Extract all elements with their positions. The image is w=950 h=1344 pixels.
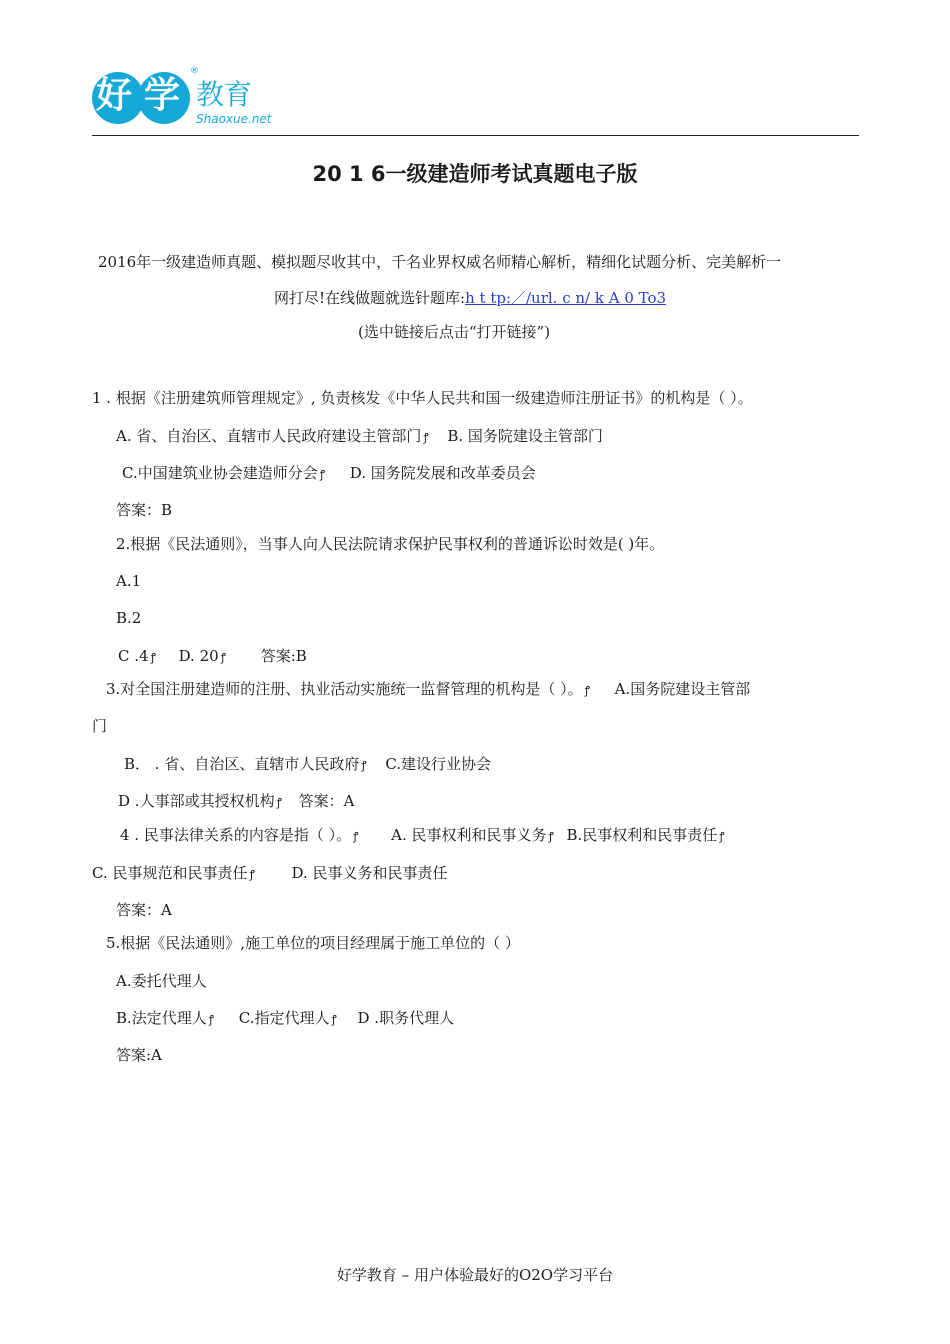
q1-option-a: A. 省、自治区、直辖市人民政府建设主管部门 — [116, 427, 422, 445]
arrow-icon: ꝭ — [150, 651, 156, 664]
q4-stem-line — [120, 825, 729, 847]
q1-option-c: C.中国建筑业协会建造师分会 — [122, 464, 318, 482]
q2-option-a: A.1 — [116, 572, 142, 590]
q5-stem: 5.根据《民法通则》,施工单位的项目经理属于施工单位的（ ） — [106, 934, 520, 952]
arrow-icon: ꝭ — [353, 830, 359, 843]
q1-answer: 答案：B — [116, 501, 173, 519]
q3-option-a: A.国务院建设主管部 — [614, 680, 751, 698]
arrow-icon: ꝭ — [276, 796, 282, 809]
q3-option-d: D .人事部或其授权机构 — [118, 792, 275, 810]
intro-line-2 — [274, 288, 666, 308]
q3-option-b: B． . 省、自治区、直辖市人民政府 — [124, 755, 360, 773]
q5-options-bcd — [116, 1008, 454, 1030]
q2-stem: 2.根据《民法通则》，当事人向人民法院请求保护民事权利的普通诉讼时效是( )年。 — [116, 535, 665, 553]
intro-line-3: (选中链接后点击“打开链接”) — [358, 323, 551, 341]
logo-edu-text: 教育 — [196, 78, 253, 111]
arrow-icon: ꝭ — [331, 1013, 337, 1026]
q5-option-d: D .职务代理人 — [357, 1009, 455, 1027]
q4-option-a: A. 民事权利和民事义务 — [391, 826, 547, 844]
q1-option-d: D. 国务院发展和改革委员会 — [349, 464, 536, 482]
q5-option-c: C.指定代理人 — [238, 1009, 330, 1027]
logo-char-1: 好 — [96, 75, 133, 116]
question-bank-link[interactable]: h t tp:／/url. c n/ k A 0 To3 — [465, 289, 667, 307]
q3-option-a-cont: 门 — [92, 717, 108, 735]
q5-option-b: B.法定代理人 — [116, 1009, 207, 1027]
arrow-icon: ꝭ — [584, 684, 590, 697]
arrow-icon: ꝭ — [220, 651, 226, 664]
arrow-icon: ꝭ — [361, 759, 367, 772]
q2-option-b: B.2 — [116, 609, 142, 627]
q4-answer: 答案：A — [116, 901, 172, 919]
q1-options-ab — [116, 426, 603, 448]
arrow-icon: ꝭ — [319, 468, 325, 481]
q3-stem: 3.对全国注册建造师的注册、执业活动实施统一监督管理的机构是（ ）。 — [106, 680, 583, 698]
intro-line-2-text: 网打尽!在线做题就选针题库: — [274, 289, 466, 307]
q4-option-b: B.民事权利和民事责任 — [566, 826, 718, 844]
q3-option-c: C.建设行业协会 — [385, 755, 492, 773]
q3-stem-line — [106, 679, 750, 701]
q2-option-d: D. 20 — [178, 647, 219, 665]
q4-option-d: D. 民事义务和民事责任 — [291, 864, 448, 882]
q1-stem: 1 . 根据《注册建筑师管理规定》, 负责核发《中华人民共和国一级建造师注册证书》的机构是（ ）。 — [92, 389, 753, 407]
arrow-icon: ꝭ — [423, 431, 429, 444]
page-footer: 好学教育 – 用户体验最好的O2O学习平台 — [336, 1266, 614, 1284]
arrow-icon: ꝭ — [208, 1013, 215, 1026]
arrow-icon: ꝭ — [719, 830, 725, 843]
q2-option-c: C .4 — [118, 647, 149, 665]
arrow-icon: ꝭ — [249, 868, 255, 881]
q4-options-cd — [92, 863, 448, 885]
q5-option-a: A.委托代理人 — [116, 972, 207, 990]
logo-url: Shaoxue.net — [196, 112, 272, 126]
arrow-icon: ꝭ — [548, 830, 554, 843]
document-title: 20 1 6一级建造师考试真题电子版 — [312, 162, 638, 186]
logo-registered-mark: ® — [190, 66, 199, 76]
q2-answer: 答案:B — [260, 647, 307, 665]
q3-answer: 答案：A — [298, 792, 355, 810]
q4-option-c: C. 民事规范和民事责任 — [92, 864, 248, 882]
logo-char-2: 学 — [144, 75, 181, 116]
q4-stem: 4 . 民事法律关系的内容是指（ ）。 — [120, 826, 352, 844]
q2-options-cd — [118, 646, 307, 668]
q1-options-cd — [122, 463, 536, 485]
q5-answer: 答案:A — [116, 1046, 162, 1064]
logo — [92, 68, 282, 132]
q3-options-bc — [124, 754, 491, 776]
q3-option-d-line — [118, 791, 354, 813]
intro-line-1: 2016年一级建造师真题、模拟题尽收其中，千名业界权威名师精心解析，精细化试题分析、完美解析一 — [98, 253, 782, 271]
header-rule — [92, 135, 859, 136]
q1-option-b: B. 国务院建设主管部门 — [447, 427, 603, 445]
